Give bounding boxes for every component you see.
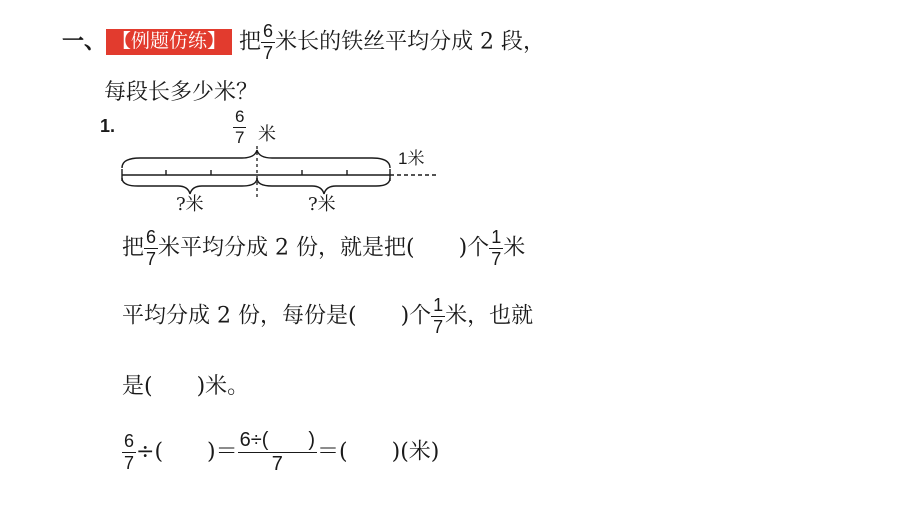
segment-diagram — [110, 106, 450, 216]
item-number: 1. — [100, 116, 116, 136]
example-tag: 【例题仿练】 — [106, 29, 232, 55]
fraction-1-7: $\frac{1}{7}$ — [491, 227, 502, 269]
equation-fraction: $\frac{6}{7}$ — [124, 431, 135, 473]
equation-middle-fraction: $\frac{6\div( )}{7}$ — [239, 429, 316, 475]
problem-text-b: 米长的铁丝平均分成 2 段， — [275, 29, 546, 55]
section-prefix: 一、 — [62, 28, 107, 55]
sentence-line-1: 把 $\frac{6}{7}$ 米平均分成 2 份，就是把( )个 $\frac{1}{7}$ 米 — [122, 227, 526, 269]
problem-line-1 — [62, 22, 545, 63]
diagram-right-label: 1米 — [398, 149, 425, 168]
diagram-lines — [110, 106, 450, 216]
left-part-label: ?米 — [176, 194, 204, 215]
right-part-label: ?米 — [308, 194, 336, 215]
sentence-line-3: 是( )米。 — [122, 374, 250, 399]
diagram-top-fraction: 6 7 — [235, 107, 245, 147]
equation: $\frac{6}{7}$ ÷( )＝ $\frac{6\div( )}{7}$ ＝( )(米) — [124, 429, 440, 475]
top-brace — [122, 150, 390, 168]
fraction-6-7: $\frac{6}{7}$ — [263, 21, 274, 63]
fraction-6-7: $\frac{6}{7}$ — [146, 227, 157, 269]
fraction-1-7: $\frac{1}{7}$ — [433, 295, 444, 337]
sentence-line-2: 平均分成 2 份，每份是( )个 $\frac{1}{7}$ 米，也就 — [122, 295, 534, 337]
diagram-top-unit: 米 — [258, 124, 276, 145]
problem-line-2: 每段长多少米？ — [104, 80, 259, 105]
problem-text-a: 把 — [239, 29, 262, 55]
